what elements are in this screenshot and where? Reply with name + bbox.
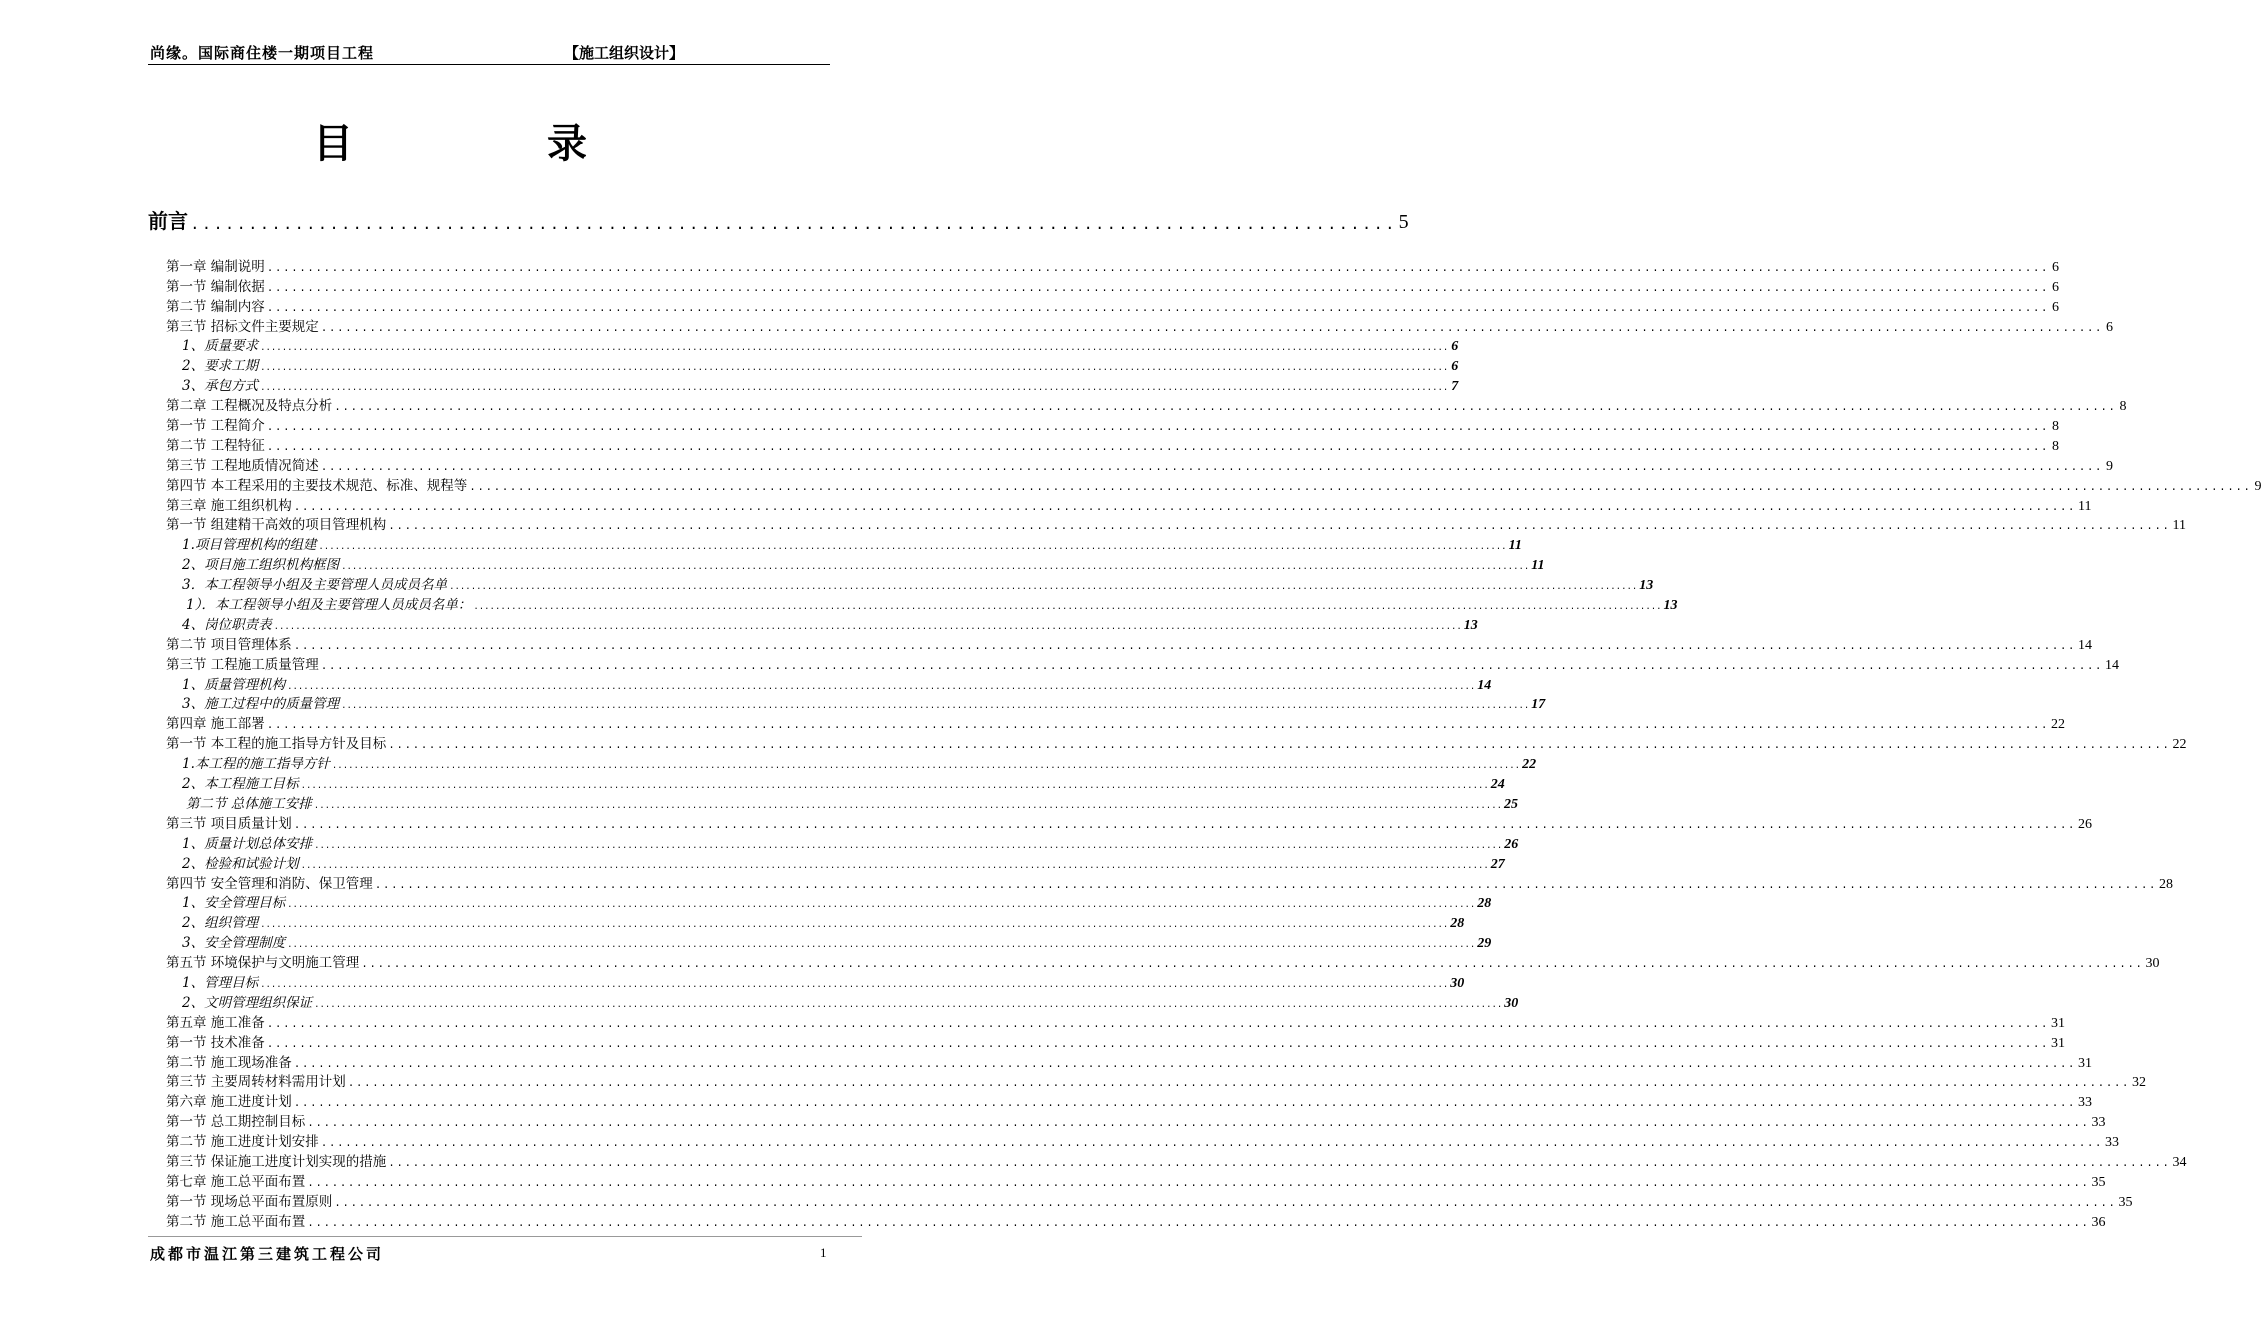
toc-entry-title: 第三节 招标文件主要规定 [166, 318, 319, 335]
toc-entry-page: 26 [2078, 816, 2093, 832]
toc-entry-title: 3、施工过程中的质量管理 [182, 696, 340, 713]
toc-entry-title: 第二节 工程特征 [166, 437, 265, 454]
toc-leader-dots: ............................................................................................................................................................................................................................ [287, 940, 1476, 951]
toc-leader-dots: ............................................................................................................................................................................................................................ [300, 781, 1489, 792]
toc-entry[interactable] [166, 793, 1518, 813]
toc-leader-dots: ............................................................................................................................................................................................................................ [388, 521, 2171, 534]
toc-entry-page: 6 [2052, 279, 2060, 295]
toc-leader-dots: ............................................................................................................................................................................................................................ [266, 1038, 2050, 1051]
toc-entry-page: 28 [1477, 896, 1492, 912]
toc-leader-dots: ............................................................................................................................................................................................................................ [307, 1118, 2090, 1131]
toc-entry-title: 第二节 总体施工安排 [186, 795, 312, 812]
toc-leader-dots: ............................................................................................................................................................................................................................ [287, 681, 1476, 692]
toc-entry-page: 29 [1477, 936, 1492, 952]
toc-entry[interactable] [166, 952, 2160, 972]
toc-entry[interactable] [166, 713, 2066, 733]
toc-entry-title: 2、组织管理 [182, 915, 259, 932]
toc-entry-title: 1）．本工程领导小组及主要管理人员成员名单： [186, 597, 472, 614]
toc-entry-page: 30 [2145, 956, 2160, 972]
header-project-title: 尚缘。国际商住楼一期项目工程 [150, 44, 375, 62]
toc-entry[interactable] [166, 515, 2187, 535]
toc-entry[interactable] [166, 256, 2060, 276]
toc-leader-dots: ............................................................................................................................................................................................................................ [266, 1018, 2050, 1031]
toc-entry[interactable] [166, 654, 2120, 674]
toc-entry[interactable] [166, 972, 1465, 992]
toc-entry[interactable] [166, 1151, 2187, 1171]
toc-leader-dots: ............................................................................................................................................................................................................................ [388, 740, 2171, 753]
toc-leader-dots: ............................................................................................................................................................................................................................ [266, 302, 2050, 315]
toc-entry-page: 11 [1508, 538, 1522, 554]
toc-entry-page: 35 [2091, 1174, 2106, 1190]
toc-leader-dots: ............................................................................................................................................................................................................................ [260, 920, 1449, 931]
toc-leader-dots: ........................................................................................................ [190, 216, 1397, 234]
toc-entry[interactable] [166, 495, 2092, 515]
toc-entry-page: 14 [2105, 657, 2120, 673]
toc-entry-title: 第一节 编制依据 [166, 278, 265, 295]
toc-heading: 目 录 [313, 121, 677, 167]
toc-entry-page: 36 [2091, 1214, 2106, 1230]
toc-entry-title: 第五节 环境保护与文明施工管理 [166, 955, 360, 972]
toc-entry-page: 13 [1463, 617, 1478, 633]
toc-entry[interactable] [166, 694, 1546, 714]
footer-company-name: 成都市温江第三建筑工程公司 [150, 1245, 385, 1263]
toc-entry-page: 22 [2051, 717, 2066, 733]
toc-entry-page: 6 [1451, 359, 1459, 375]
toc-entry-page: 8 [2052, 438, 2060, 454]
toc-entry-page: 11 [1531, 558, 1545, 574]
toc-entry-title: 3．本工程领导小组及主要管理人员成员名单 [182, 577, 448, 594]
toc-entry-title: 3、承包方式 [182, 378, 259, 395]
toc-entry[interactable] [166, 415, 2060, 435]
toc-entry[interactable] [166, 753, 1537, 773]
toc-entry-title: 第三节 主要周转材料需用计划 [166, 1074, 346, 1091]
toc-entry[interactable] [166, 554, 1545, 574]
toc-entry-page: 33 [2091, 1115, 2106, 1131]
toc-entry-page: 25 [1504, 796, 1518, 812]
toc-leader-dots: ............................................................................................................................................................................................................................ [320, 1138, 2104, 1151]
toc-entry[interactable] [166, 336, 1459, 356]
toc-entry-title: 1、质量要求 [182, 338, 259, 355]
toc-entry-page: 9 [2106, 458, 2114, 474]
toc-entry-title: 第四节 本工程采用的主要技术规范、标准、规程等 [166, 477, 468, 494]
toc-entry-title: 第二节 施工总平面布置 [166, 1213, 306, 1230]
toc-entry-title: 第三节 保证施工进度计划实现的措施 [166, 1153, 387, 1170]
toc-entry-page: 35 [2118, 1194, 2133, 1210]
toc-leader-dots: ............................................................................................................................................................................................................................ [307, 1217, 2090, 1230]
toc-entry[interactable] [166, 992, 1519, 1012]
toc-entry-title: 2、项目施工组织机构框图 [182, 557, 340, 574]
toc-entry-page: 33 [2078, 1095, 2093, 1111]
toc-entry[interactable] [166, 534, 1522, 554]
toc-entry-title: 1、质量管理机构 [182, 676, 286, 693]
toc-leader-dots: ............................................................................................................................................................................................................................ [347, 1078, 2131, 1091]
toc-entry-page: 26 [1504, 836, 1519, 852]
toc-leader-dots: ............................................................................................................................................................................................................................ [260, 363, 1449, 374]
toc-entry[interactable] [166, 355, 1459, 375]
toc-entry[interactable] [166, 475, 2262, 495]
toc-leader-dots: ............................................................................................................................................................................................................................ [293, 819, 2077, 832]
toc-entry[interactable] [166, 1072, 2147, 1092]
toc-entry-page: 5 [1398, 211, 1409, 233]
toc-entry-title: 第三节 工程地质情况简述 [166, 457, 319, 474]
toc-entry[interactable] [166, 1191, 2133, 1211]
toc-entry-title: 3、安全管理制度 [182, 935, 286, 952]
toc-entry-page: 9 [2254, 478, 2262, 494]
toc-entry[interactable] [166, 813, 2093, 833]
toc-entry-title: 2、要求工期 [182, 358, 259, 375]
toc-leader-dots: ............................................................................................................................................................................................................................ [293, 1098, 2077, 1111]
toc-entry-title: 第一节 工程简介 [166, 418, 265, 435]
toc-entry[interactable] [166, 395, 2127, 415]
toc-entry-title: 第五章 施工准备 [166, 1014, 265, 1031]
toc-entry[interactable] [166, 1052, 2093, 1072]
toc-entry-page: 6 [2052, 259, 2060, 275]
toc-leader-dots: ............................................................................................................................................................................................................................ [318, 542, 1507, 553]
toc-entry-page: 31 [2078, 1055, 2093, 1071]
toc-entry-page: 28 [1450, 916, 1465, 932]
toc-entry-page: 33 [2105, 1135, 2120, 1151]
toc-entry-page: 30 [1504, 995, 1519, 1011]
toc-entry[interactable] [166, 435, 2060, 455]
toc-entry-title: 第二节 施工现场准备 [166, 1054, 292, 1071]
page-header [148, 40, 830, 65]
toc-entry[interactable] [166, 833, 1519, 853]
toc-entry[interactable] [166, 1171, 2106, 1191]
toc-entry[interactable] [166, 574, 1654, 594]
toc-entry-title: 第一节 总工期控制目标 [166, 1114, 306, 1131]
toc-entry-page: 7 [1451, 379, 1459, 395]
toc-leader-dots: ............................................................................................................................................................................................................................ [334, 1197, 2117, 1210]
toc-entry-title: 第二章 工程概况及特点分析 [166, 398, 333, 415]
toc-entry-page: 27 [1490, 856, 1505, 872]
toc-entry-title: 1、管理目标 [182, 974, 259, 991]
toc-leader-dots: ............................................................................................................................................................................................................................ [266, 262, 2050, 275]
toc-entry-page: 13 [1639, 578, 1654, 594]
toc-entry-title: 第四节 安全管理和消防、保卫管理 [166, 875, 373, 892]
toc-entry-title: 1.项目管理机构的组建 [182, 537, 317, 554]
toc-leader-dots: ............................................................................................................................................................................................................................ [320, 322, 2104, 335]
toc-entry-title: 第二节 项目管理体系 [166, 636, 292, 653]
toc-leader-dots: ............................................................................................................................................................................................................................ [314, 840, 1503, 851]
toc-entry[interactable] [166, 873, 2174, 893]
toc-entry[interactable] [166, 594, 1678, 614]
toc-leader-dots: ............................................................................................................................................................................................................................ [331, 761, 1521, 772]
toc-leader-dots: ............................................................................................................................................................................................................................ [307, 1177, 2090, 1190]
toc-entry[interactable] [166, 733, 2187, 753]
toc-leader-dots: ............................................................................................................................................................................................................................ [300, 860, 1489, 871]
toc-entry[interactable] [166, 276, 2060, 296]
toc-entry-page: 13 [1663, 598, 1678, 614]
toc-leader-dots: ............................................................................................................................................................................................................................ [473, 602, 1662, 613]
toc-leader-dots: ............................................................................................................................................................................................................................ [361, 959, 2144, 972]
toc-entry-title: 2、本工程施工目标 [182, 776, 299, 793]
toc-entry-title: 2、检验和试验计划 [182, 855, 299, 872]
toc-entry-page: 8 [2052, 419, 2060, 435]
toc-entry[interactable] [166, 912, 1465, 932]
toc-entry-page: 11 [2078, 498, 2092, 514]
toc-entry-title: 第六章 施工进度计划 [166, 1094, 292, 1111]
toc-leader-dots: ............................................................................................................................................................................................................................ [320, 461, 2104, 474]
toc-entry[interactable] [166, 316, 2114, 336]
toc-entry-page: 32 [2132, 1075, 2147, 1091]
toc-entry[interactable] [166, 1012, 2066, 1032]
toc-entry-page: 17 [1531, 697, 1546, 713]
toc-entry-title: 第四章 施工部署 [166, 716, 265, 733]
toc-entry[interactable] [166, 893, 1492, 913]
toc-entry-page: 34 [2172, 1154, 2187, 1170]
toc-entry-title: 1、安全管理目标 [182, 895, 286, 912]
toc-entry[interactable] [166, 296, 2060, 316]
toc-entry-title: 前言 [148, 209, 188, 233]
toc-entry-page: 6 [2106, 319, 2114, 335]
toc-entry-title: 第二节 编制内容 [166, 298, 265, 315]
toc-leader-dots: ............................................................................................................................................................................................................................ [314, 999, 1503, 1010]
toc-entry-title: 第三节 项目质量计划 [166, 815, 292, 832]
toc-entry-page: 11 [2172, 518, 2187, 534]
toc-leader-dots: ............................................................................................................................................................................................................................ [313, 800, 1502, 811]
toc-entry-page: 31 [2051, 1035, 2066, 1051]
toc-entry[interactable] [166, 932, 1492, 952]
toc-entry[interactable] [166, 674, 1492, 694]
page-footer [148, 1236, 862, 1263]
toc-leader-dots: ............................................................................................................................................................................................................................ [449, 582, 1638, 593]
toc-entry-title: 第一节 现场总平面布置原则 [166, 1193, 333, 1210]
toc-entry-title: 第一节 组建精干高效的项目管理机构 [166, 517, 387, 534]
toc-entry-preface[interactable] [148, 206, 1409, 234]
toc-entry[interactable] [166, 773, 1505, 793]
toc-entry[interactable] [166, 1032, 2066, 1052]
header-document-type: 【施工组织设计】 [564, 44, 685, 62]
toc-entry[interactable] [166, 1111, 2106, 1131]
toc-entry[interactable] [166, 853, 1505, 873]
toc-entry[interactable] [166, 614, 1478, 634]
toc-entry[interactable] [166, 634, 2093, 654]
toc-entry-title: 第三章 施工组织机构 [166, 497, 292, 514]
toc-leader-dots: ............................................................................................................................................................................................................................ [287, 900, 1476, 911]
toc-entry-title: 第一节 本工程的施工指导方针及目标 [166, 736, 387, 753]
toc-leader-dots: ............................................................................................................................................................................................................................ [273, 621, 1462, 632]
toc-entry-title: 第七章 施工总平面布置 [166, 1173, 306, 1190]
table-of-contents [166, 256, 2262, 1231]
toc-entry[interactable] [166, 1091, 2093, 1111]
toc-entry-page: 28 [2159, 876, 2174, 892]
toc-entry-page: 24 [1490, 777, 1505, 793]
toc-entry-page: 8 [2119, 399, 2127, 415]
toc-leader-dots: ............................................................................................................................................................................................................................ [266, 282, 2050, 295]
toc-leader-dots: ............................................................................................................................................................................................................................ [341, 562, 1530, 573]
toc-entry-title: 第一章 编制说明 [166, 258, 265, 275]
toc-entry[interactable] [166, 1131, 2120, 1151]
toc-entry-page: 14 [2078, 637, 2093, 653]
toc-entry-title: 1.本工程的施工指导方针 [182, 756, 330, 773]
toc-leader-dots: ............................................................................................................................................................................................................................ [260, 343, 1449, 354]
toc-entry-page: 31 [2051, 1015, 2066, 1031]
toc-leader-dots: ............................................................................................................................................................................................................................ [469, 481, 2252, 494]
toc-leader-dots: ............................................................................................................................................................................................................................ [266, 422, 2050, 435]
toc-leader-dots: ............................................................................................................................................................................................................................ [374, 879, 2158, 892]
toc-entry-page: 30 [1450, 975, 1465, 991]
toc-leader-dots: ............................................................................................................................................................................................................................ [293, 501, 2077, 514]
toc-entry-title: 1、质量计划总体安排 [182, 835, 313, 852]
toc-entry-page: 14 [1477, 677, 1492, 693]
footer-page-number: 1 [820, 1245, 827, 1260]
toc-entry-title: 第二节 施工进度计划安排 [166, 1134, 319, 1151]
toc-leader-dots: ............................................................................................................................................................................................................................ [260, 383, 1449, 394]
toc-entry-title: 第一节 技术准备 [166, 1034, 265, 1051]
toc-leader-dots: ............................................................................................................................................................................................................................ [266, 720, 2050, 733]
toc-entry-page: 22 [2172, 737, 2187, 753]
toc-entry-title: 第三节 工程施工质量管理 [166, 656, 319, 673]
toc-leader-dots: ............................................................................................................................................................................................................................ [334, 402, 2117, 415]
toc-leader-dots: ............................................................................................................................................................................................................................ [293, 1058, 2077, 1071]
toc-entry-title: 2、文明管理组织保证 [182, 994, 313, 1011]
toc-leader-dots: ............................................................................................................................................................................................................................ [341, 701, 1530, 712]
toc-entry-page: 6 [1451, 339, 1459, 355]
toc-leader-dots: ............................................................................................................................................................................................................................ [388, 1157, 2171, 1170]
toc-entry[interactable] [166, 455, 2114, 475]
toc-entry-page: 6 [2052, 299, 2060, 315]
toc-leader-dots: ............................................................................................................................................................................................................................ [266, 441, 2050, 454]
toc-entry-page: 22 [1522, 757, 1537, 773]
toc-leader-dots: ............................................................................................................................................................................................................................ [293, 640, 2077, 653]
toc-entry[interactable] [166, 1211, 2106, 1231]
toc-entry[interactable] [166, 375, 1459, 395]
toc-entry-title: 4、岗位职责表 [182, 616, 272, 633]
toc-leader-dots: ............................................................................................................................................................................................................................ [260, 979, 1449, 990]
toc-leader-dots: ............................................................................................................................................................................................................................ [320, 660, 2104, 673]
